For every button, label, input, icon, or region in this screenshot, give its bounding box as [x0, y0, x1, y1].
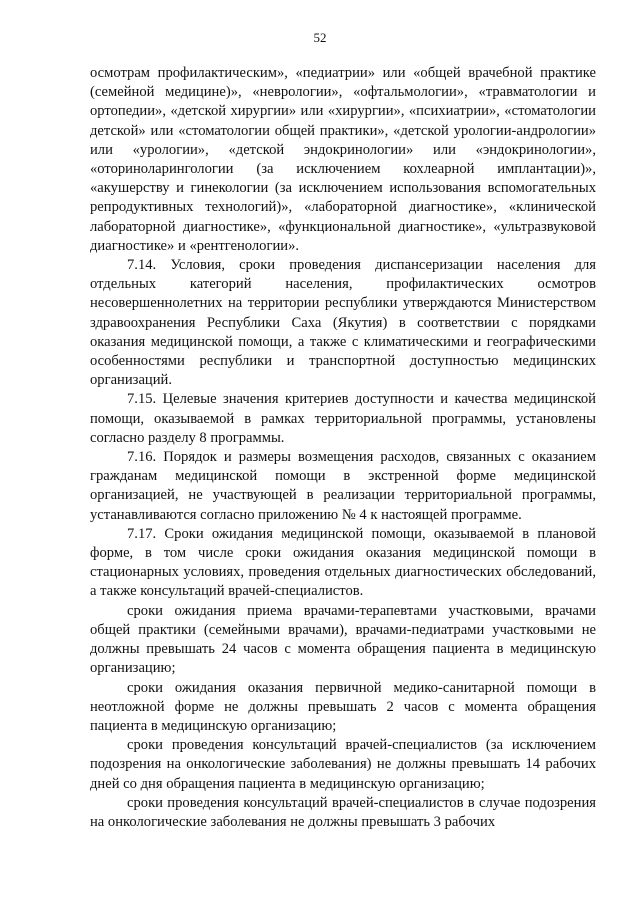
paragraph-waiting-urgent: сроки ожидания оказания первичной медико-санитарной помощи в неотложной форме не должны превышать 2 часов с момента обращения пациента в медицинскую организацию; — [90, 679, 596, 734]
paragraph-7-16: 7.16. Порядок и размеры возмещения расходов, связанных с оказанием гражданам медицинской помощи в экстренной форме медицинской организацией, не участвующей в реализации территориальной программы, устанавливаются согласно приложению № 4 к настоящей программе. — [90, 449, 596, 523]
paragraph-continuation: осмотрам профилактическим», «педиатрии» или «общей врачебной практике (семейной медицине)», «неврологии», «офтальмологии», «травматологии и ортопедии», «детской хирургии» или «хирургии», «психиатрии», «стоматологии детской» или «стоматологии общей практики», «детской урологии-андрологии» или «урологии», «детской эндокринологии» или «эндокринологии», «оториноларингологии (за исключением кохлеарной имплантации)», «акушерству и гинекологии (за исключением использования вспомогательных репродуктивных технологий)», «лабораторной диагностике», «клинической лабораторной диагностике», «функциональной диагностике», «ультразвуковой диагностике» и «рентгенологии». — [90, 65, 596, 254]
paragraph-7-15: 7.15. Целевые значения критериев доступности и качества медицинской помощи, оказываемой в рамках территориальной программы, установлены согласно разделу 8 программы. — [90, 391, 596, 446]
paragraph-consultation-specialists: сроки проведения консультаций врачей-специалистов (за исключением подозрения на онкологические заболевания) не должны превышать 14 рабочих дней со дня обращения пациента в медицинскую организацию; — [90, 737, 596, 792]
paragraph-7-17: 7.17. Сроки ожидания медицинской помощи, оказываемой в плановой форме, в том числе сроки ожидания оказания медицинской помощи в стационарных условиях, проведения отдельных диагностических обследований, а также консультаций врачей-специалистов. — [90, 525, 596, 600]
page-number: 52 — [313, 30, 327, 45]
paragraph-7-14: 7.14. Условия, сроки проведения диспансеризации населения для отдельных категорий населения, профилактических осмотров несовершеннолетних на территории республики утверждаются Министерством здравоохранения Республики Саха (Якутия) в соответствии с порядками оказания медицинской помощи, а также с климатическими и географическими особенностями республики и транспортной доступностью медицинских организаций. — [90, 257, 596, 389]
paragraph-consultation-oncology: сроки проведения консультаций врачей-специалистов в случае подозрения на онкологические заболевания не должны превышать 3 рабочих — [90, 794, 596, 830]
paragraph-waiting-therapist: сроки ожидания приема врачами-терапевтами участковыми, врачами общей практики (семейными врачами), врачами-педиатрами участковыми не должны превышать 24 часов с момента обращения пациента в медицинскую организацию; — [90, 602, 596, 677]
document-body — [90, 64, 596, 832]
